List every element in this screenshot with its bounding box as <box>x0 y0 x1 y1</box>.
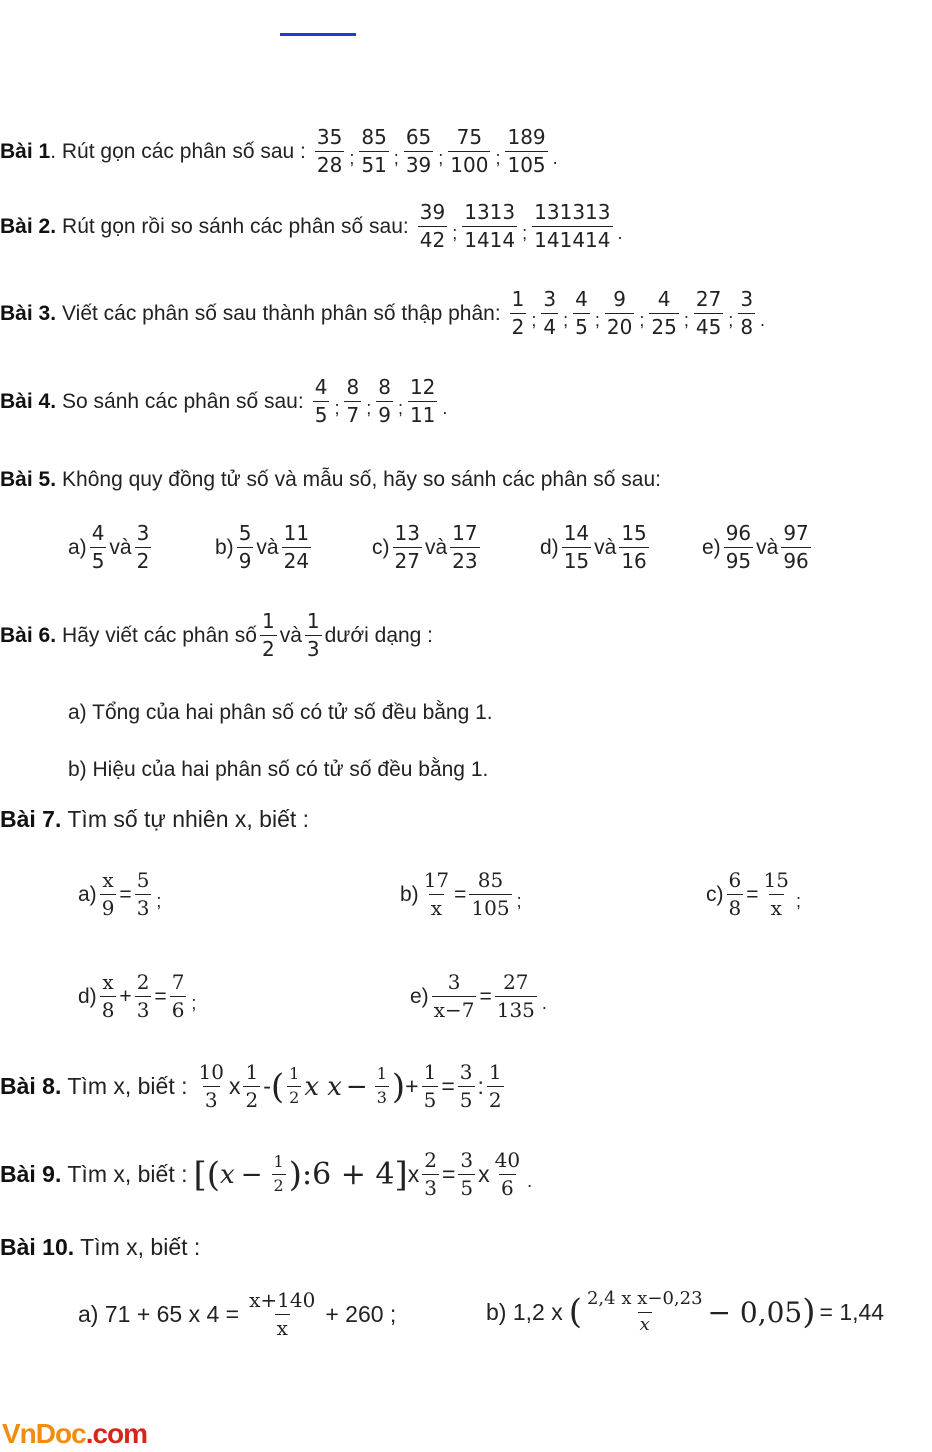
fraction: $\frac{17}{x}$ <box>423 868 450 920</box>
fraction: $\frac{3}{x-7}$ <box>433 970 475 1022</box>
exercise-7-label: Bài 7. <box>0 806 62 832</box>
fraction: $\frac{27}{45}$ <box>695 287 722 339</box>
exercise-4-label: Bài 4. <box>0 389 57 413</box>
fraction: $\frac{11}{24}$ <box>283 521 310 573</box>
fraction: $\frac{\text{2,4 x x−0,23}}{x}$ <box>586 1288 703 1335</box>
fraction: $\frac{4}{5}$ <box>314 375 328 427</box>
fraction: $\frac{2}{3}$ <box>424 1148 437 1200</box>
fraction: $\frac{14}{15}$ <box>563 521 590 573</box>
exercise-7: Bài 7. Tìm số tự nhiên x, biết : <box>0 806 310 832</box>
exercise-6-a: a) Tổng của hai phân số có tử số đều bằng 1. <box>68 701 493 724</box>
fraction: $\frac{17}{23}$ <box>452 521 478 573</box>
vndoc-logo[interactable]: VnDoc.com <box>2 1418 148 1449</box>
fraction: $\frac{96}{95}$ <box>725 521 752 573</box>
fraction: $\frac{x}{9}$ <box>101 868 115 920</box>
exercise-5-item-c: c) $\frac{13}{27}$ và $\frac{17}{23}$ <box>372 521 478 573</box>
exercise-7-d: d) $\frac{x}{8}$ + $\frac{2}{3}$ = $\frac{7}{6}$ ; <box>78 970 197 1022</box>
fraction: $\frac{13}{27}$ <box>394 521 420 573</box>
fraction: $\frac{40}{6}$ <box>494 1148 521 1200</box>
fraction: $\frac{x+140}{x}$ <box>249 1288 316 1340</box>
fraction: $\frac{97}{96}$ <box>783 521 809 573</box>
exercise-5-label: Bài 5. <box>0 468 57 491</box>
exercise-7-e: e) $\frac{3}{x-7}$ = $\frac{27}{135}$ . <box>410 970 547 1022</box>
fraction: $\frac{6}{8}$ <box>728 868 742 920</box>
fraction: $\frac{15}{x}$ <box>763 868 789 920</box>
fraction: $\frac{75}{100}$ <box>450 125 489 177</box>
exercise-3-text: Viết các phân số sau thành phân số thập phân: <box>62 301 501 325</box>
exercise-7-a: a) $\frac{x}{9}$ = $\frac{5}{3}$ ; <box>78 868 162 920</box>
fraction: $\frac{10}{3}$ <box>198 1060 224 1112</box>
fraction: $\frac{9}{20}$ <box>606 287 633 339</box>
fraction: $\frac{4}{5}$ <box>575 287 588 339</box>
fraction: $\frac{1}{2}$ <box>289 1064 300 1107</box>
fraction: $\frac{4}{25}$ <box>651 287 677 339</box>
fraction: $\frac{85}{105}$ <box>471 868 510 920</box>
fraction: $\frac{7}{6}$ <box>171 970 185 1022</box>
exercise-7-c: c) $\frac{6}{8}$ = $\frac{15}{x}$ ; <box>706 868 801 920</box>
fraction: $\frac{3}{8}$ <box>740 287 754 339</box>
fraction: $\frac{1}{2}$ <box>511 287 525 339</box>
fraction: $\frac{1}{2}$ <box>245 1060 259 1112</box>
fraction: $\frac{15}{16}$ <box>621 521 647 573</box>
exercise-4-text: So sánh các phân số sau: <box>62 389 304 413</box>
exercise-7-b: b) $\frac{17}{x}$ = $\frac{85}{105}$ ; <box>400 868 522 920</box>
exercise-5-item-d: d) $\frac{14}{15}$ và $\frac{15}{16}$ <box>540 521 647 573</box>
exercise-5-item-e: e) $\frac{96}{95}$ và $\frac{97}{96}$ <box>702 521 809 573</box>
fraction: $\frac{3}{5}$ <box>459 1060 473 1112</box>
fraction: $\frac{1}{2}$ <box>488 1060 502 1112</box>
exercise-9-label: Bài 9. <box>0 1161 62 1187</box>
fraction: $\frac{39}{42}$ <box>419 200 446 252</box>
exercise-6: Bài 6. Hãy viết các phân số $\frac{1}{2}$ và $\frac{1}{3}$ dưới dạng : <box>0 609 434 661</box>
exercise-10-a: a) 71 + 65 x 4 = $\frac{x+140}{x}$ + 260 ; <box>78 1288 397 1340</box>
exercise-3-label: Bài 3. <box>0 301 57 325</box>
exercise-2-text: Rút gọn rồi so sánh các phân số sau: <box>62 214 409 238</box>
fraction: $\frac{8}{9}$ <box>378 375 391 427</box>
exercise-4: Bài 4. So sánh các phân số sau: $\frac{4}{5}$ ; $\frac{8}{7}$ ; $\frac{8}{9}$ ; $\frac{12}{11}$ . <box>0 375 448 427</box>
fraction: $\frac{3}{2}$ <box>136 521 150 573</box>
exercise-6-b: b) Hiệu của hai phân số có tử số đều bằng 1. <box>68 758 489 781</box>
exercise-8-label: Bài 8. <box>0 1073 62 1099</box>
exercise-10-label: Bài 10. <box>0 1234 75 1260</box>
fraction: $\frac{1}{2}$ <box>273 1152 284 1195</box>
exercise-2-label: Bài 2. <box>0 214 57 238</box>
fraction: $\frac{4}{5}$ <box>91 521 105 573</box>
exercise-1: Bài 1 . Rút gọn các phân số sau : $\frac{35}{28}$ ; $\frac{85}{51}$ ; $\frac{65}{39}$ ; $\frac{75}{100}$ ; $\frac{189}{105}$ . <box>0 125 558 177</box>
exercise-5-text: Không quy đồng tử số và mẫu số, hãy so sánh các phân số sau: <box>62 468 661 491</box>
fraction: $\frac{85}{51}$ <box>361 125 387 177</box>
fraction: $\frac{189}{105}$ <box>507 125 546 177</box>
exercise-9: Bài 9. Tìm x, biết : [( x − $\frac{1}{2}$ ) :6 + 4 ] x $\frac{2}{3}$ = $\frac{3}{5}$ x $\frac{40}{6}$ . <box>0 1148 533 1200</box>
fraction: $\frac{2}{3}$ <box>136 970 150 1022</box>
fraction: $\frac{131313}{141414}$ <box>534 200 611 252</box>
fraction: $\frac{35}{28}$ <box>316 125 343 177</box>
fraction: $\frac{1}{3}$ <box>306 609 320 661</box>
fraction: $\frac{5}{9}$ <box>238 521 252 573</box>
fraction: $\frac{1313}{1414}$ <box>464 200 516 252</box>
fraction: $\frac{1}{5}$ <box>423 1060 437 1112</box>
fraction: $\frac{3}{4}$ <box>543 287 557 339</box>
fraction: $\frac{8}{7}$ <box>346 375 360 427</box>
exercise-10-b: b) 1,2 x ( $\frac{\text{2,4 x x−0,23}}{x}$ − 0,05 ) = 1,44 <box>486 1288 885 1335</box>
exercise-1-label: Bài 1 <box>0 139 51 163</box>
exercise-10: Bài 10. Tìm x, biết : <box>0 1234 201 1260</box>
fraction: $\frac{12}{11}$ <box>409 375 436 427</box>
exercise-8: Bài 8. Tìm x, biết : $\frac{10}{3}$ x $\frac{1}{2}$ - ( $\frac{1}{2}$ x x − $\frac{1}{3}$ ) + $\frac{1}{5}$ = $\frac{3}{5}$ : $\frac{1}{2}$ <box>0 1060 502 1112</box>
fraction: $\frac{65}{39}$ <box>405 125 432 177</box>
fraction: $\frac{5}{3}$ <box>136 868 150 920</box>
top-link-underline <box>280 33 356 36</box>
exercise-6-label: Bài 6. <box>0 623 57 647</box>
exercise-5-items: a) $\frac{4}{5}$ và $\frac{3}{2}$ <box>68 521 150 573</box>
exercise-5-item-b: b) $\frac{5}{9}$ và $\frac{11}{24}$ <box>215 521 310 573</box>
exercise-2: Bài 2. Rút gọn rồi so sánh các phân số sau: $\frac{39}{42}$ ; $\frac{1313}{1414}$ ; $\frac{131313}{141414}$ . <box>0 200 623 252</box>
fraction: $\frac{27}{135}$ <box>496 970 535 1022</box>
fraction: $\frac{x}{8}$ <box>101 970 115 1022</box>
exercise-3: Bài 3. Viết các phân số sau thành phân số thập phân: $\frac{1}{2}$ ; $\frac{3}{4}$ ; $\frac{4}{5}$ ; $\frac{9}{20}$ ; $\frac{4}{25}$ ; $\frac{27}{45}$ ; $\frac{3}{8}$ . <box>0 287 766 339</box>
exercise-1-text: . Rút gọn các phân số sau : <box>50 139 306 163</box>
fraction: $\frac{3}{5}$ <box>460 1148 474 1200</box>
fraction: $\frac{1}{2}$ <box>261 609 275 661</box>
exercise-5 <box>0 468 661 492</box>
fraction: $\frac{1}{3}$ <box>376 1064 387 1107</box>
